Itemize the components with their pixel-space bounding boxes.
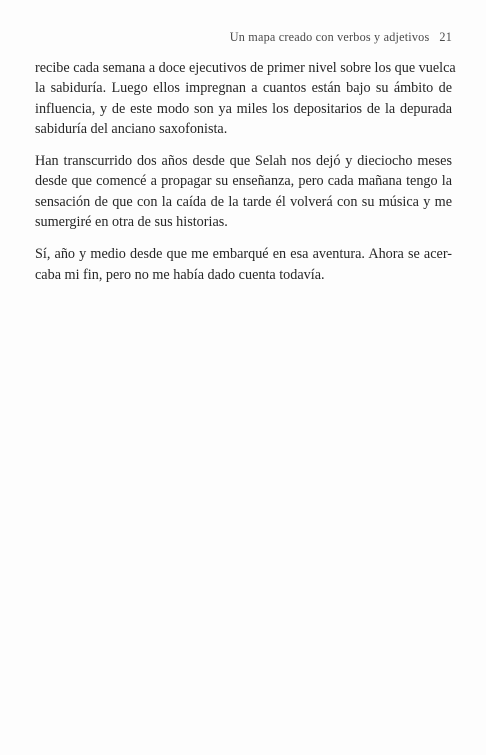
running-title: Un mapa creado con verbos y adjetivos xyxy=(229,30,430,44)
running-header xyxy=(230,30,452,45)
paragraph-2 xyxy=(35,151,452,232)
text-line: influencia, y de este modo son ya miles los depositarios de la depurada xyxy=(35,100,452,117)
text-line: recibe cada semana a doce ejecutivos de primer nivel sobre los que vuelca xyxy=(35,60,456,76)
paragraph-1 xyxy=(35,58,456,139)
text-line: caba mi fin, pero no me había dado cuenta todavía. xyxy=(35,266,325,283)
text-line: desde que comencé a propagar su enseñanza, pero cada mañana tengo la xyxy=(35,173,452,190)
text-line: Han transcurrido dos años desde que Selah nos dejó y dieciocho meses xyxy=(35,153,452,170)
page-number: 21 xyxy=(439,30,452,44)
paragraph-3 xyxy=(35,244,452,285)
text-line: sensación de que con la caída de la tarde él volverá con su música y me xyxy=(35,193,452,210)
text-line: Sí, año y medio desde que me embarqué en esa aventura. Ahora se acer- xyxy=(35,246,452,263)
body-text xyxy=(35,58,456,297)
text-line: sumergiré en otra de sus historias. xyxy=(35,214,228,231)
text-line: sabiduría del anciano saxofonista. xyxy=(35,120,228,137)
text-line: la sabiduría. Luego ellos impregnan a cuantos están bajo su ámbito de xyxy=(35,80,452,97)
